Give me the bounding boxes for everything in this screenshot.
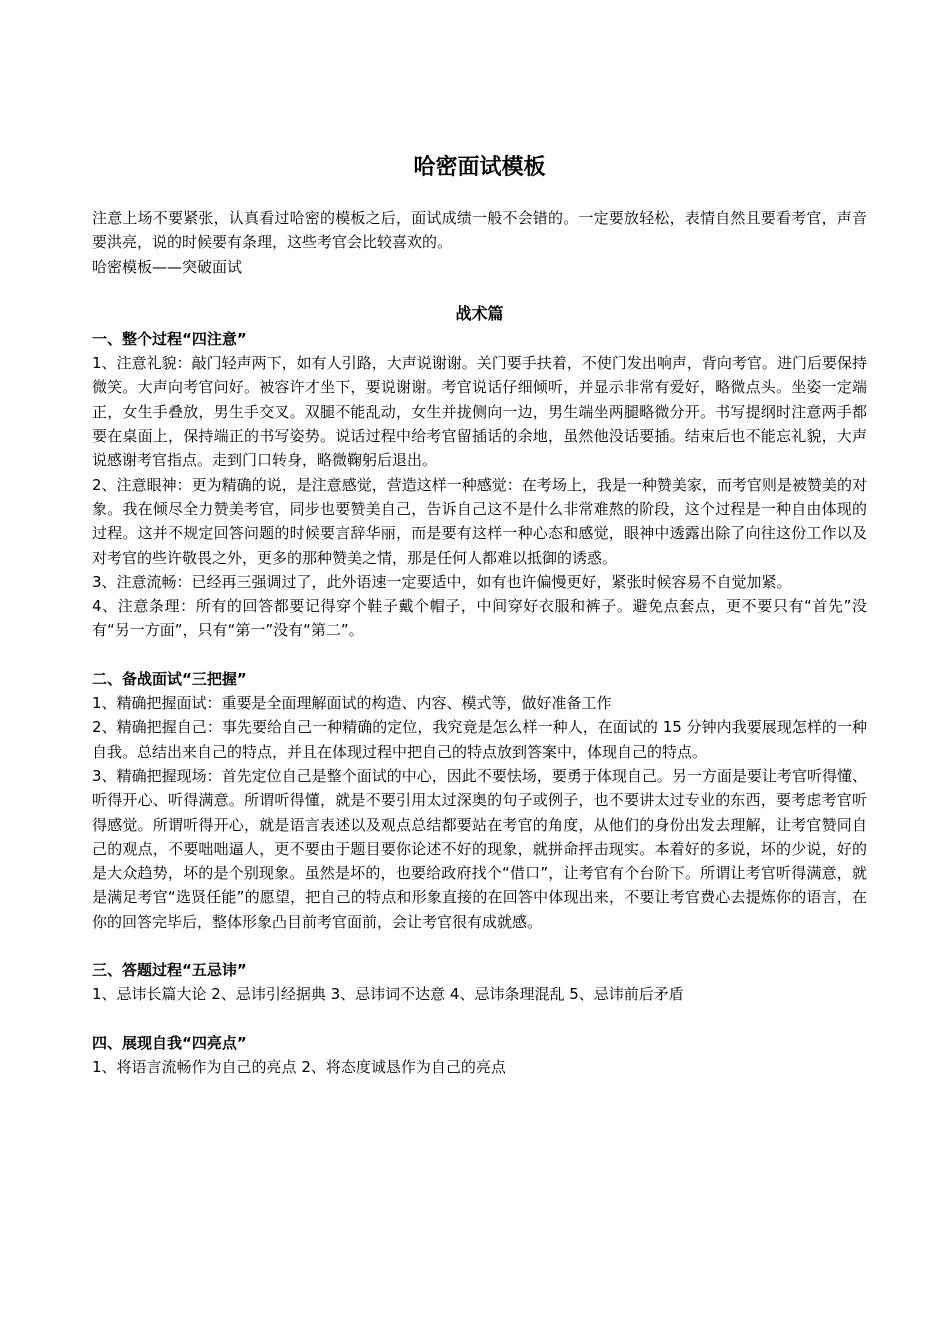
section-paragraph: 2、精确把握自己：事先要给自己一种精确的定位，我究竟是怎么样一种人，在面试的 15 分钟内我要展现怎样的一种自我。总结出来自己的特点，并且在体现过程中把自己的特点放到答案中，体现自己的特点。	[92, 718, 867, 761]
section-paragraph: 3、精确把握现场：首先定位自己是整个面试的中心，因此不要怯场，要勇于体现自己。另一方面是要让考官听得懂、听得开心、听得满意。所谓听得懂，就是不要引用太过深奥的句子或例子，也不要讲太过专业的东西，要考虑考官听得感觉。所谓听得开心，就是语言表述以及观点总结都要站在考官的角度，从他们的身份出发去理解，让考官赞同自己的观点，不要咄咄逼人，更不要由于题目要你论述不好的现象，就拼命抨击现实。本着好的多说，坏的少说，好的是大众趋势，坏的是个别现象。虽然是坏的，也要给政府找个“借口”，让考官有个台阶下。所谓让考官听得满意，就是满足考官“选贤任能”的愿望，把自己的特点和形象直接的在回答中体现出来，不要让考官费心去提炼你的语言，在你的回答完毕后，整体形象凸目前考官面前，会让考官很有成就感。	[92, 766, 867, 931]
section-four-highlights	[92, 1031, 867, 1080]
section-three-grasps	[92, 667, 867, 934]
intro-paragraph: 注意上场不要紧张，认真看过哈密的模板之后，面试成绩一般不会错的。一定要放轻松，表情自然且要看考官，声音要洪亮，说的时候要有条理，这些考官会比较喜欢的。	[92, 209, 867, 252]
section-group-title: 战术篇	[455, 303, 504, 323]
section-paragraph: 4、注意条理：所有的回答都要记得穿个鞋子戴个帽子，中间穿好衣服和裤子。避免点套点，更不要只有“首先”没有“另一方面”，只有“第一”没有“第二”。	[92, 597, 867, 640]
section-heading: 四、展现自我“四亮点”	[92, 1033, 247, 1052]
section-heading: 三、答题过程“五忌讳”	[92, 961, 247, 980]
section-heading: 一、整个过程“四注意”	[92, 329, 247, 348]
document-title: 哈密面试模板	[413, 155, 546, 180]
section-paragraph: 3、注意流畅：已经再三强调过了，此外语速一定要适中，如有也许偏慢更好，紧张时候容易不自觉加紧。	[92, 572, 792, 591]
section-paragraph: 1、精确把握面试：重要是全面理解面试的构造、内容、模式等，做好准备工作	[92, 694, 612, 713]
section-paragraph: 1、将语言流畅作为自己的亮点 2、将态度诚恳作为自己的亮点	[92, 1057, 506, 1076]
intro-block	[92, 206, 867, 279]
document-page	[92, 148, 867, 1079]
section-heading: 二、备战面试“三把握”	[92, 669, 247, 688]
section-paragraph: 1、注意礼貌：敲门轻声两下，如有人引路，大声说谢谢。关门要手扶着，不使门发出响声，背向考官。进门后要保持微笑。大声向考官问好。被容许才坐下，要说谢谢。考官说话仔细倾听，并显示非常有爱好，略微点头。坐姿一定端正，女生手叠放，男生手交叉。双腿不能乱动，女生并拢侧向一边，男生端坐两腿略微分开。书写提纲时注意两手都要在桌面上，保持端正的书写姿势。说话过程中给考官留插话的余地，虽然他没话要插。结束后也不能忘礼貌，大声说感谢考官指点。走到门口转身，略微鞠躬后退出。	[92, 354, 867, 470]
section-four-attentions	[92, 327, 867, 643]
section-paragraph: 1、忌讳长篇大论 2、忌讳引经据典 3、忌讳词不达意 4、忌讳条理混乱 5、忌讳前后矛盾	[92, 985, 684, 1004]
section-five-taboos	[92, 958, 867, 1007]
section-paragraph: 2、注意眼神：更为精确的说，是注意感觉，营造这样一种感觉：在考场上，我是一种赞美家，而考官则是被赞美的对象。我在倾尽全力赞美考官，同步也要赞美自己，告诉自己这不是什么非常难熬的阶段，这个过程是一种自由体现的过程。这并不规定回答问题的时候要言辞华丽，而是要有这样一种心态和感觉，眼神中透露出除了向往这份工作以及对考官的些许敬畏之外，更多的那种赞美之情，那是任何人都难以抵御的诱惑。	[92, 475, 867, 567]
intro-subheading: 哈密模板——突破面试	[92, 257, 243, 276]
